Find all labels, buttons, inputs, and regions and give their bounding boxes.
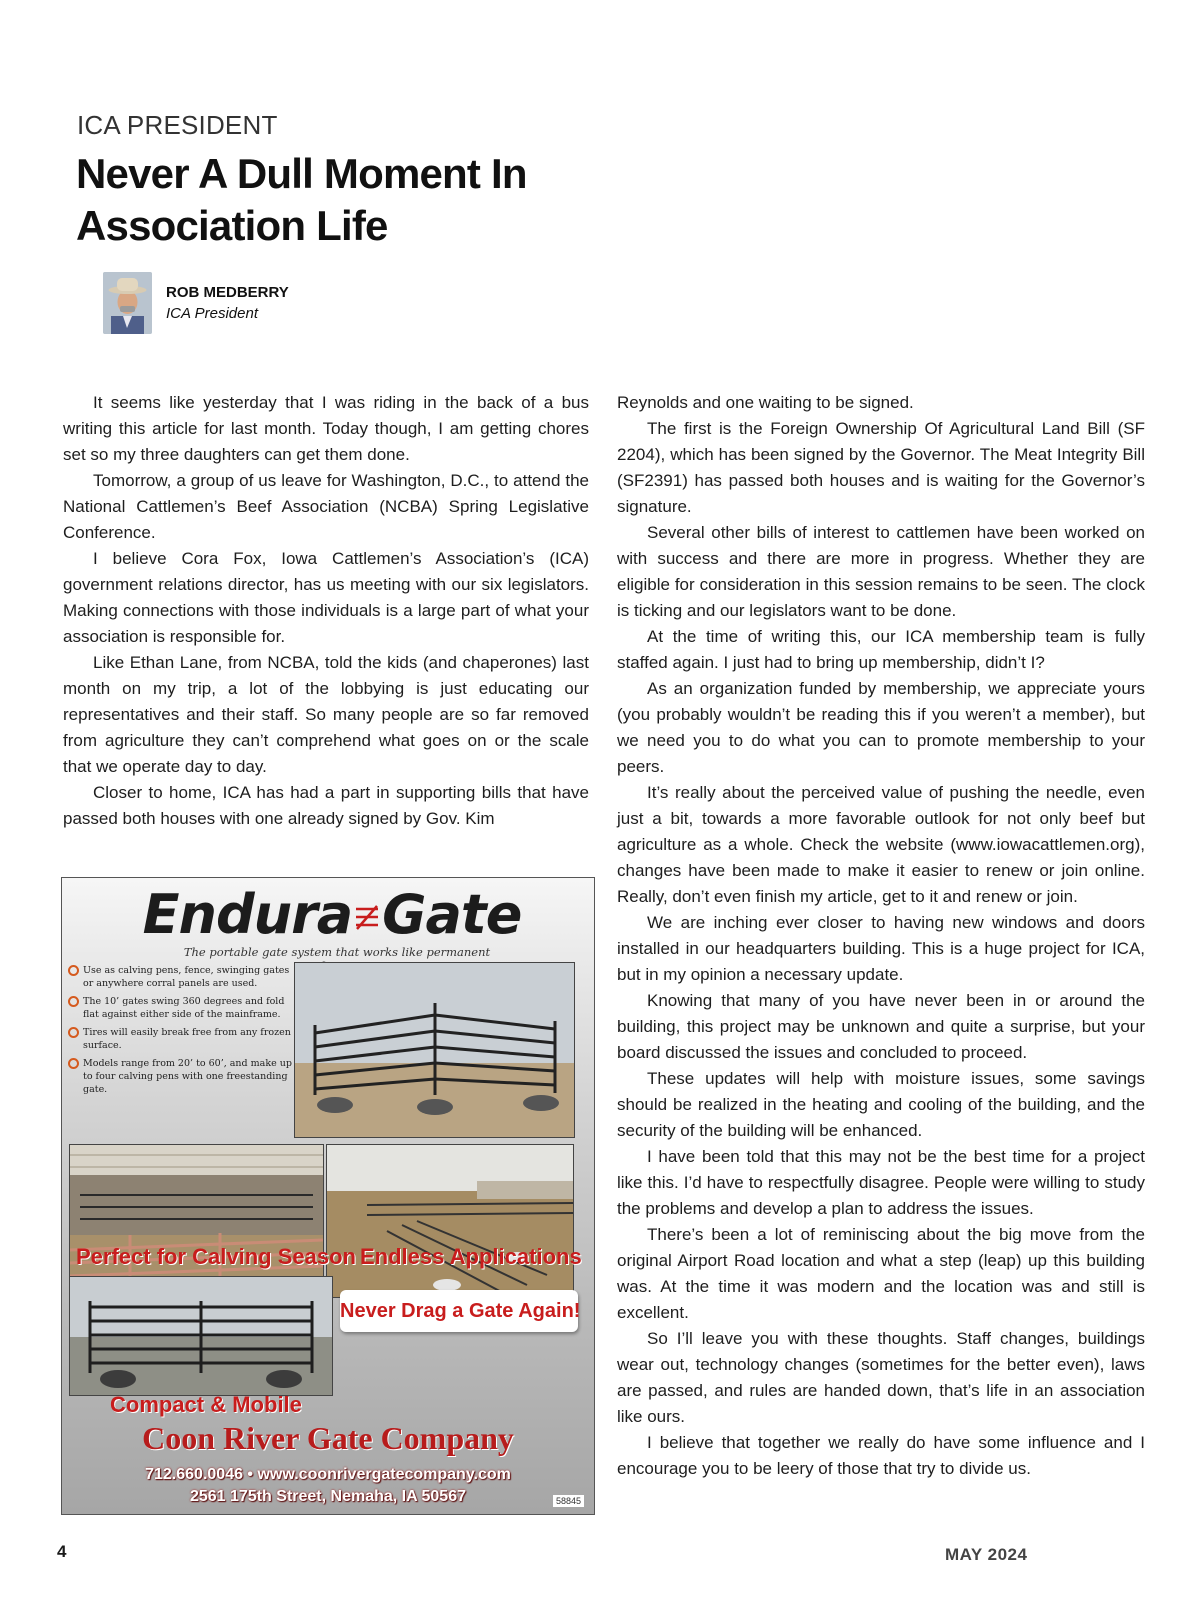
paragraph: I have been told that this may not be the best time for a project like this. I’d have to respectfully disagree. People were willing to study the problems and develop a plan to address the issues. [617, 1147, 1145, 1218]
bullet-circle-icon [68, 1027, 79, 1038]
bullet-circle-icon [68, 1058, 79, 1069]
ad-bullet-list [68, 964, 293, 1101]
ad-tagline: The portable gate system that works like permanent [183, 945, 491, 959]
paragraph: Like Ethan Lane, from NCBA, told the kids (and chaperones) last month on my trip, a lot of the lobbying is just educating our representatives and their staff. So many people are so far removed from agriculture they can’t comprehend what goes on or the scale that we operate day to day. [63, 653, 589, 776]
paragraph: Reynolds and one waiting to be signed. [617, 393, 914, 412]
ad-address: 2561 175th Street, Nemaha, IA 50567 [189, 1488, 466, 1505]
ad-badge [340, 1290, 581, 1332]
bullet-circle-icon [68, 965, 79, 976]
author-name: ROB MEDBERRY [166, 284, 289, 301]
ad-photo-gate [294, 962, 575, 1138]
ad-bullet: Models range from 20’ to 60’, and make up to four calving pens with one freestanding gate. [68, 1057, 293, 1096]
ad-bullet: Use as calving pens, fence, swinging gates or anywhere corral panels are used. [68, 964, 293, 990]
ad-company-name: Coon River Gate Company [142, 1420, 514, 1456]
ad-bullet: Tires will easily break free from any frozen surface. [68, 1026, 293, 1052]
paragraph: We are inching ever closer to having new windows and doors installed in our headquarters building. This is a huge project for ICA, but in my opinion a necessary update. [617, 913, 1145, 984]
page-number: 4 [57, 1542, 67, 1561]
bullet-circle-icon [68, 996, 79, 1007]
author-title: ICA President [166, 305, 258, 322]
advertisement [61, 877, 595, 1515]
ad-code: 58845 [553, 1495, 584, 1507]
article-headline: Never A Dull Moment In Association Life [76, 150, 527, 249]
ad-photo-pens [326, 1144, 574, 1298]
ad-caption-calving: Perfect for Calving Season [76, 1244, 356, 1269]
ad-bullet: The 10’ gates swing 360 degrees and fold flat against either side of the mainframe. [68, 995, 293, 1021]
paragraph: So I’ll leave you with these thoughts. Staff changes, buildings wear out, technology changes (sometimes for the better even), laws are passed, and rules are handed down, that’s life in an association like ours. [617, 1329, 1145, 1426]
ad-brand-right: Gate [382, 883, 522, 946]
ad-photo-folded-gate [69, 1276, 333, 1396]
ad-logo [142, 883, 522, 946]
ad-photo-barn [69, 1144, 324, 1298]
paragraph: The first is the Foreign Ownership Of Agricultural Land Bill (SF 2204), which has been signed by the Governor. The Meat Integrity Bill (SF2391) has passed both houses and is waiting for the Governor’s signature. [617, 419, 1145, 516]
paragraph: Knowing that many of you have never been in or around the building, this project may be unknown and quite a surprise, but your board discussed the issues and concluded to proceed. [617, 991, 1145, 1062]
ad-phone-web: 712.660.0046 • www.coonrivergatecompany.com [145, 1466, 511, 1483]
paragraph: Tomorrow, a group of us leave for Washington, D.C., to attend the National Cattlemen’s Beef Association (NCBA) Spring Legislative Conference. [63, 471, 589, 542]
paragraph: Several other bills of interest to cattlemen have been worked on with success and there are more in progress. Whether they are eligible for consideration in this session remains to be seen. The clock is ticking and our legislators want to be done. [617, 523, 1145, 620]
paragraph: These updates will help with moisture issues, some savings should be realized in the heating and cooling of the building, and the security of the building will be enhanced. [617, 1069, 1145, 1140]
author-avatar [103, 272, 152, 334]
section-label: ICA PRESIDENT [77, 110, 278, 140]
paragraph: There’s been a lot of reminiscing about the big move from the original Airport Road location and what a step (leap) up this building was. At the time it was modern and the location was and still is excellent. [617, 1225, 1145, 1322]
ad-caption-endless: Endless Applications [360, 1244, 582, 1269]
paragraph: It’s really about the perceived value of pushing the needle, even just a bit, towards a more favorable outlook for not only beef but agriculture as a whole. Check the website (www.iowacattlemen.org), changes have been made to make it easier to renew or join online. Really, don’t even finish my article, get to it and renew or join. [617, 783, 1145, 906]
paragraph: Closer to home, ICA has had a part in supporting bills that have passed both houses with one already signed by Gov. Kim [63, 783, 589, 828]
issue-date: MAY 2024 [945, 1545, 1028, 1564]
paragraph: At the time of writing this, our ICA membership team is fully staffed again. I just had to bring up membership, didn’t I? [617, 627, 1145, 672]
gate-logo-icon [354, 903, 380, 933]
article-column-right [617, 390, 1145, 1482]
paragraph: It seems like yesterday that I was riding in the back of a bus writing this article for last month. Today though, I am getting chores set so my three daughters can get them done. [63, 393, 589, 464]
ad-caption-compact: Compact & Mobile [110, 1392, 302, 1417]
paragraph: I believe Cora Fox, Iowa Cattlemen’s Association’s (ICA) government relations director, has us meeting with our six legislators. Making connections with those individuals is a large part of what your association is responsible for. [63, 549, 589, 646]
ad-brand-left: Endura [142, 883, 353, 946]
ad-caption-drag: Never Drag a Gate Again! [340, 1300, 581, 1322]
article-column-left [63, 390, 589, 832]
paragraph: As an organization funded by membership, we appreciate yours (you probably wouldn’t be reading this if you weren’t a member), but we need you to do what you can to promote membership to your peers. [617, 679, 1145, 776]
paragraph: I believe that together we really do have some influence and I encourage you to be leery of those that try to divide us. [617, 1433, 1145, 1478]
